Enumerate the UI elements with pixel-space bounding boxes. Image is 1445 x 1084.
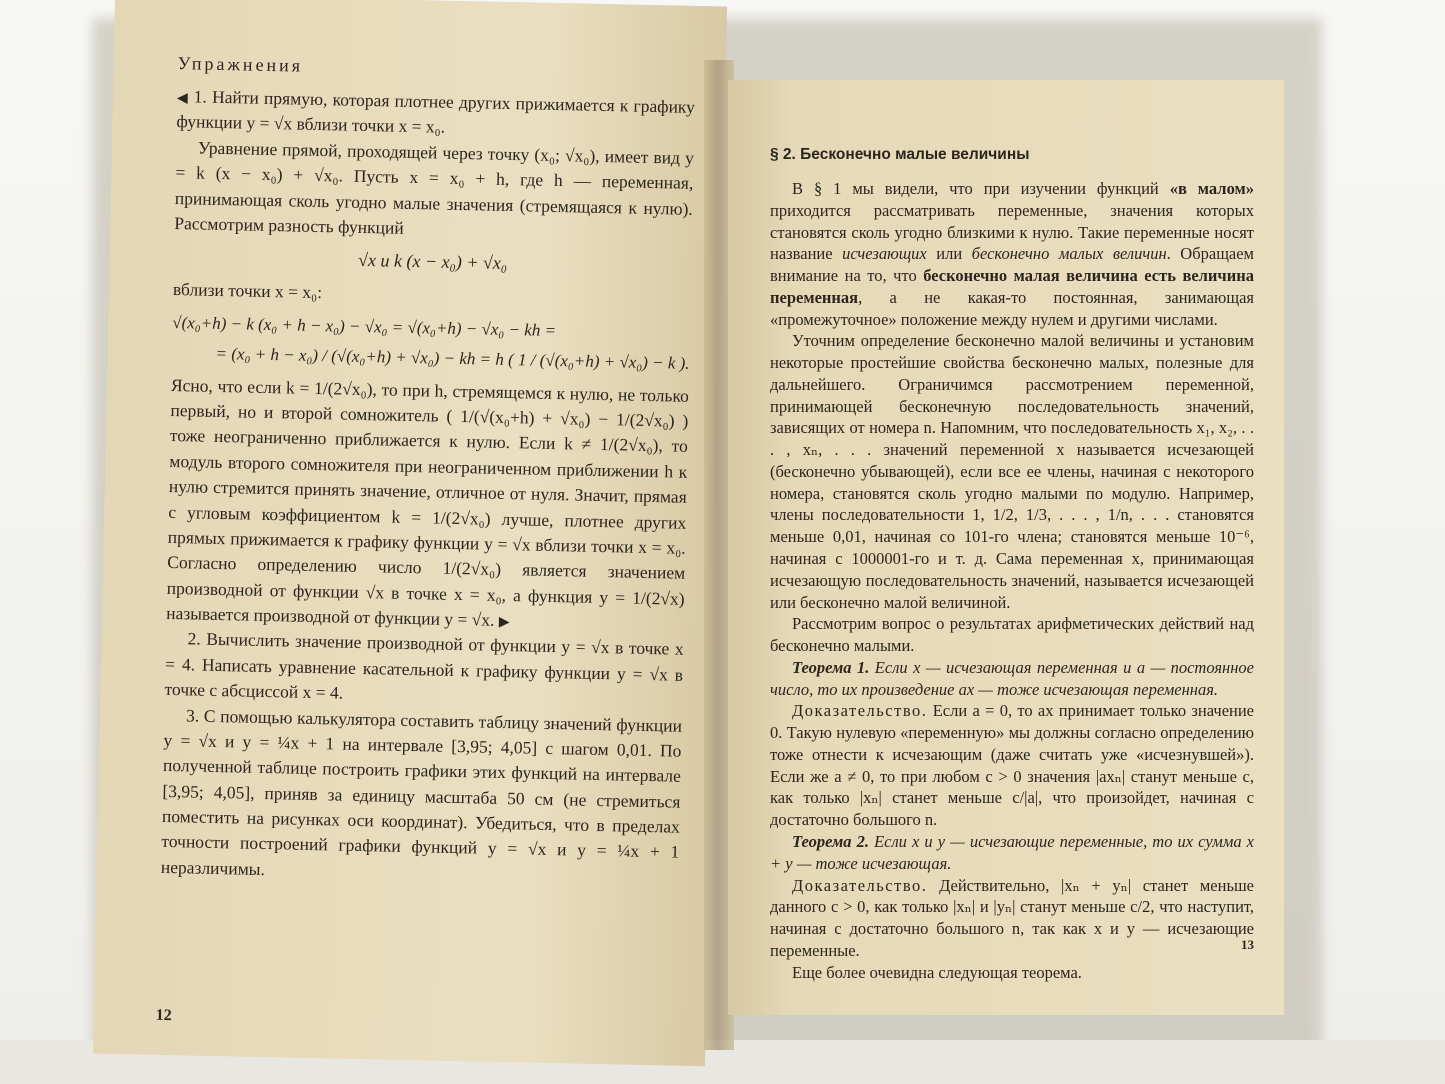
- intro-text-g: . Обращаем внимание на то, что: [770, 244, 1254, 286]
- formula-difference-continued: = (x₀ + h − x₀) / (√(x₀+h) + √x₀) − kh = h ( 1 / (√(x₀+h) + √x₀) − k ).: [215, 343, 690, 373]
- section-title: § 2. Бесконечно малые величины: [770, 146, 1030, 163]
- paragraph-question: Рассмотрим вопрос о результатах арифметических действий над бесконечно малыми.: [770, 614, 1254, 656]
- near-point-text: вблизи точки x = x₀:: [172, 279, 323, 303]
- intro-text-i: , а не какая-то постоянная, занимающая «промежуточное» положение между нулем и другими числами.: [770, 287, 1254, 329]
- intro-italic-infinitesimal: бесконечно малых величин: [971, 244, 1167, 264]
- end-marker-icon: ▶: [498, 614, 510, 631]
- exercises-heading: Упражнения: [177, 53, 304, 76]
- exercise-2: 2. Вычислить значение производной от функции y = √x в точке x = 4. Написать уравнение касательной к графику функции y = √x в точке с абсциссой x = 4.: [164, 628, 684, 703]
- proof-1: [770, 700, 1254, 831]
- exercise-1-conclusion: Ясно, что если k = 1/(2√x₀), то при h, стремящемся к нулю, не только первый, но и второй сомножитель ( 1/(√(x₀+h) + √x₀) − 1/(2√x₀) ) тоже неограниченно приближается к нулю. Если k ≠ 1/(2√x₀), то модуль второго сомножителя при неограниченном приближении h к нулю стремится принять значение, отличное от нуля. Значит, прямая с угловым коэффициентом k = 1/(2√x₀) лучше, плотнее других прямых прижимается к графику функции y = √x вблизи точки x = x₀. Согласно определению число 1/(2√x₀) является значением производной от функции √x в точке x = x₀, а функция y = 1/(2√x) называется производной от функции y = √x.: [166, 374, 690, 630]
- intro-text-e: или: [926, 244, 972, 264]
- formula-functions: √x и k (x − x₀) + √x₀: [357, 250, 508, 274]
- page-number-left: 12: [155, 1006, 172, 1025]
- theorem-1-text: Если x — исчезающая переменная и a — постоянное число, то их произведение ax — тоже исчезающая переменная.: [770, 657, 1254, 699]
- exercise-1-paragraph-1: Уравнение прямой, проходящей через точку (x₀; √x₀), имеет вид y = k (x − x₀) + √x₀. Пусть x = x₀ + h, где h — переменная, принимающая сколь угодно малые значения (стремящаяся к нулю). Рассмотрим разность функций: [174, 137, 695, 238]
- proof-2-label: Доказательство.: [792, 875, 928, 895]
- paragraph-intro: [770, 178, 1254, 330]
- proof-2-text: Действительно, |xₙ + yₙ| станет меньше данного c > 0, как только |xₙ| и |yₙ| станут меньше c/2, что наступит, начиная с достаточно большого n, так как x и y — исчезающие переменные.: [770, 875, 1254, 960]
- proof-1-label: Доказательство.: [792, 701, 928, 721]
- intro-bold-small: «в малом»: [1169, 179, 1254, 198]
- intro-italic-vanishing: исчезающих: [842, 244, 927, 264]
- right-page: [728, 80, 1284, 1015]
- exercise-1-paragraph-2: [166, 373, 689, 638]
- theorem-2-label: Теорема 2.: [792, 831, 870, 851]
- exercise-3: 3. С помощью калькулятора составить таблицу значений функции y = √x и y = ¼x + 1 на интервале [3,95; 4,05] с шагом 0,01. По полученной таблице построить графики этих функций на интервале [3,95; 4,05], приняв за единицу масштаба 50 см (не стремиться поместить на рисунках оси координат). Убедиться, что в пределах точности построений графики функций y = √x и y = ¼x + 1 неразличимы.: [160, 704, 683, 879]
- paragraph-definition: Уточним определение бесконечно малой величины и установим некоторые простейшие свойства бесконечно малых, полезные для дальнейшего. Ограничимся рассмотрением переменной, принимающей бесконечную последовательность значений, зависящих от номера n. Напомним, что последовательность x₁, x₂, . . . , xₙ, . . . значений переменной x называется исчезающей (бесконечно убывающей), если все ее члены, начиная с некоторого номера, становятся сколь угодно малыми по модулю. Например, члены последовательности 1, 1/2, 1/3, . . . , 1/n, . . . становятся меньше 0,01, начиная со 101-го члена; становятся меньше 10⁻⁶, начиная с 1000001-го и т. д. Сама переменная x, принимающая исчезающую последовательность значений, называется исчезающей или бесконечно малой величиной.: [770, 331, 1254, 612]
- formula-difference: √(x₀+h) − k (x₀ + h − x₀) − √x₀ = √(x₀+h) − √x₀ − kh =: [172, 312, 557, 340]
- left-page: [93, 0, 727, 1066]
- theorem-2: [770, 831, 1254, 875]
- theorem-1: [770, 657, 1254, 701]
- exercise-1-text: 1. Найти прямую, которая плотнее других прижимается к графику функции y = √x вблизи точки x = x₀.: [176, 86, 696, 138]
- proof-1-text: Если a = 0, то ax принимает только значение 0. Такую нулевую «переменную» мы должны согласно определению тоже отнести к исчезающим (даже считать уже «исчезнувшей»). Если же a ≠ 0, то при любом c > 0 значения |axₙ| станут меньше c, как только |xₙ| станет меньше c/|a|, что произойдет, начиная с достаточно большого n.: [770, 701, 1254, 830]
- paragraph-next-theorem: Еще более очевидна следующая теорема.: [792, 962, 1082, 982]
- intro-text-c: приходится рассматривать переменные, значения которых становятся сколь угодно близкими к нулю. Такие переменные носят название: [770, 200, 1254, 264]
- start-marker-icon: ◀: [176, 91, 189, 107]
- intro-text-a: В § 1 мы видели, что при изучении функций: [792, 179, 1170, 198]
- intro-bold-definition: бесконечно малая величина есть величина переменная: [770, 266, 1255, 307]
- theorem-1-label: Теорема 1.: [792, 657, 870, 677]
- theorem-2-text: Если x и y — исчезающие переменные, то их сумма x + y — тоже исчезающая.: [770, 831, 1254, 873]
- page-number-right: 13: [1241, 937, 1254, 952]
- proof-2: [770, 875, 1254, 962]
